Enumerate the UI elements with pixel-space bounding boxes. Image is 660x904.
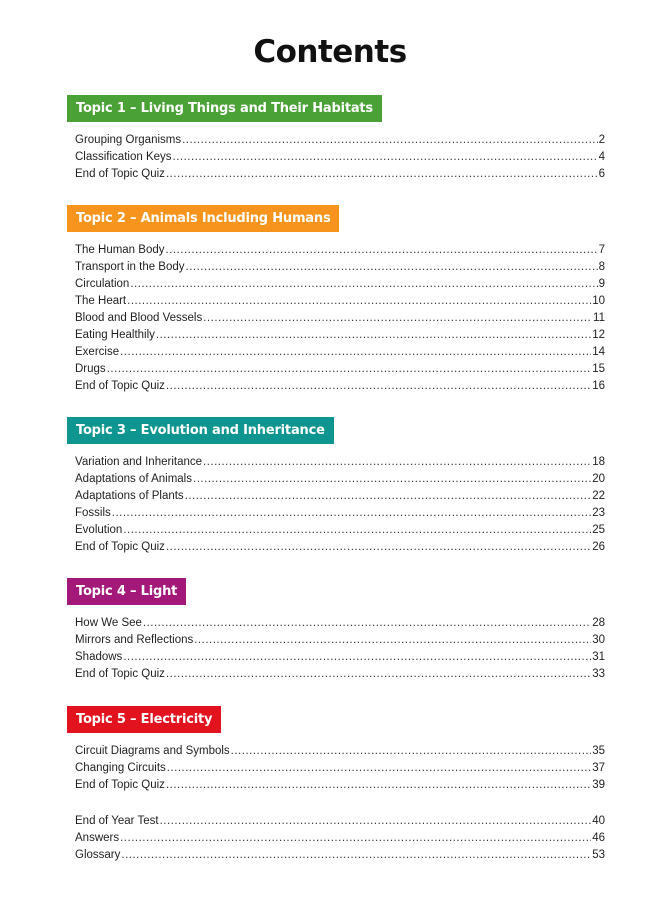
toc-entry[interactable] (75, 813, 605, 830)
dot-leader (167, 760, 591, 777)
topic-section-2 (67, 205, 605, 395)
entry-title: Glossary (75, 849, 121, 861)
entry-page-number: 12 (592, 329, 605, 341)
topic-1-entries (67, 132, 605, 183)
dot-leader (143, 615, 591, 632)
toc-entry[interactable] (75, 615, 605, 632)
entry-title: Evolution (75, 524, 123, 536)
dot-leader (203, 454, 591, 471)
toc-entry[interactable] (75, 361, 605, 378)
entry-page-number: 31 (592, 651, 605, 663)
entry-page-number: 14 (592, 346, 605, 358)
entry-title: Adaptations of Plants (75, 490, 184, 502)
entry-page-number: 7 (598, 244, 605, 256)
dot-leader (120, 344, 591, 361)
dot-leader (166, 666, 591, 683)
entry-title: Blood and Blood Vessels (75, 312, 203, 324)
entry-title: Mirrors and Reflections (75, 634, 194, 646)
entry-title: End of Topic Quiz (75, 779, 165, 791)
dot-leader (173, 149, 598, 166)
dot-leader (185, 488, 592, 505)
entry-page-number: 9 (598, 278, 605, 290)
topic-5-entries (67, 743, 605, 794)
entry-page-number: 15 (592, 363, 605, 375)
toc-entry[interactable] (75, 666, 605, 683)
entry-page-number: 39 (592, 779, 605, 791)
entry-title: Circulation (75, 278, 130, 290)
entry-title: End of Topic Quiz (75, 668, 165, 680)
entry-page-number: 26 (592, 541, 605, 553)
toc-entry[interactable] (75, 259, 605, 276)
toc-entry[interactable] (75, 242, 605, 259)
entry-title: Exercise (75, 346, 120, 358)
entry-title: Eating Healthily (75, 329, 155, 341)
topic-2-entries (67, 242, 605, 395)
topic-banner-3[interactable]: Topic 3 – Evolution and Inheritance (67, 417, 334, 444)
toc-entry[interactable] (75, 649, 605, 666)
entry-title: The Heart (75, 295, 127, 307)
entry-title: Answers (75, 832, 120, 844)
toc-entry[interactable] (75, 760, 605, 777)
dot-leader (156, 327, 591, 344)
entry-title: End of Year Test (75, 815, 159, 827)
dot-leader (166, 166, 598, 183)
dot-leader (203, 310, 592, 327)
toc-entry[interactable] (75, 777, 605, 794)
entry-title: End of Topic Quiz (75, 541, 165, 553)
entry-page-number: 23 (592, 507, 605, 519)
toc-entry[interactable] (75, 830, 605, 847)
dot-leader (166, 539, 591, 556)
entry-page-number: 6 (598, 168, 605, 180)
topic-banner-1[interactable]: Topic 1 – Living Things and Their Habitats (67, 95, 382, 122)
toc-entry[interactable] (75, 488, 605, 505)
entry-page-number: 22 (592, 490, 605, 502)
entry-page-number: 33 (592, 668, 605, 680)
entry-title: End of Topic Quiz (75, 168, 165, 180)
topic-4-entries (67, 615, 605, 683)
entry-title: Classification Keys (75, 151, 172, 163)
entry-page-number: 37 (592, 762, 605, 774)
toc-entry[interactable] (75, 132, 605, 149)
entry-page-number: 35 (592, 745, 605, 757)
topic-section-5 (67, 706, 605, 794)
topic-banner-5[interactable]: Topic 5 – Electricity (67, 706, 221, 733)
entry-page-number: 46 (592, 832, 605, 844)
toc-entry[interactable] (75, 454, 605, 471)
toc-entry[interactable] (75, 505, 605, 522)
entry-title: Transport in the Body (75, 261, 185, 273)
entry-page-number: 20 (592, 473, 605, 485)
toc-entry[interactable] (75, 378, 605, 395)
topic-section-4 (67, 578, 605, 683)
dot-leader (123, 522, 591, 539)
dot-leader (186, 259, 598, 276)
entry-page-number: 2 (598, 134, 605, 146)
dot-leader (120, 830, 591, 847)
entry-title: Changing Circuits (75, 762, 166, 774)
entry-page-number: 10 (592, 295, 605, 307)
entry-title: Grouping Organisms (75, 134, 182, 146)
toc-entry[interactable] (75, 166, 605, 183)
dot-leader (193, 471, 591, 488)
dot-leader (107, 361, 592, 378)
entry-page-number: 8 (598, 261, 605, 273)
entry-title: The Human Body (75, 244, 165, 256)
dot-leader (121, 847, 591, 864)
toc-entry[interactable] (75, 149, 605, 166)
entry-title: Variation and Inheritance (75, 456, 203, 468)
dot-leader (166, 378, 591, 395)
toc-entry[interactable] (75, 327, 605, 344)
entry-page-number: 40 (592, 815, 605, 827)
dot-leader (130, 276, 597, 293)
back-matter-section (75, 813, 605, 864)
dot-leader (166, 777, 591, 794)
dot-leader (231, 743, 592, 760)
toc-entry[interactable] (75, 539, 605, 556)
topic-banner-4[interactable]: Topic 4 – Light (67, 578, 186, 605)
dot-leader (112, 505, 591, 522)
topic-section-1 (67, 95, 605, 183)
topic-banner-2[interactable]: Topic 2 – Animals Including Humans (67, 205, 339, 232)
entry-title: Fossils (75, 507, 111, 519)
toc-entry[interactable] (75, 471, 605, 488)
entry-page-number: 53 (592, 849, 605, 861)
entry-title: Drugs (75, 363, 106, 375)
entry-page-number: 4 (598, 151, 605, 163)
toc-entry[interactable] (75, 632, 605, 649)
dot-leader (160, 813, 592, 830)
toc-entry[interactable] (75, 743, 605, 760)
toc-entry[interactable] (75, 276, 605, 293)
entry-page-number: 28 (592, 617, 605, 629)
toc-entry[interactable] (75, 344, 605, 361)
dot-leader (182, 132, 597, 149)
entry-title: Shadows (75, 651, 123, 663)
dot-leader (123, 649, 591, 666)
dot-leader (127, 293, 591, 310)
toc-entry[interactable] (75, 293, 605, 310)
entry-page-number: 30 (592, 634, 605, 646)
back-matter-entries (75, 813, 605, 864)
entry-page-number: 16 (592, 380, 605, 392)
entry-title: End of Topic Quiz (75, 380, 165, 392)
entry-title: Circuit Diagrams and Symbols (75, 745, 230, 757)
entry-page-number: 18 (592, 456, 605, 468)
entry-title: How We See (75, 617, 142, 629)
topic-section-3 (67, 417, 605, 556)
toc-entry[interactable] (75, 847, 605, 864)
page-title: Contents (253, 34, 407, 70)
topic-3-entries (67, 454, 605, 556)
entry-title: Adaptations of Animals (75, 473, 192, 485)
entry-page-number: 11 (593, 312, 605, 324)
toc-entry[interactable] (75, 522, 605, 539)
dot-leader (166, 242, 598, 259)
toc-entry[interactable] (75, 310, 605, 327)
entry-page-number: 25 (592, 524, 605, 536)
dot-leader (194, 632, 591, 649)
